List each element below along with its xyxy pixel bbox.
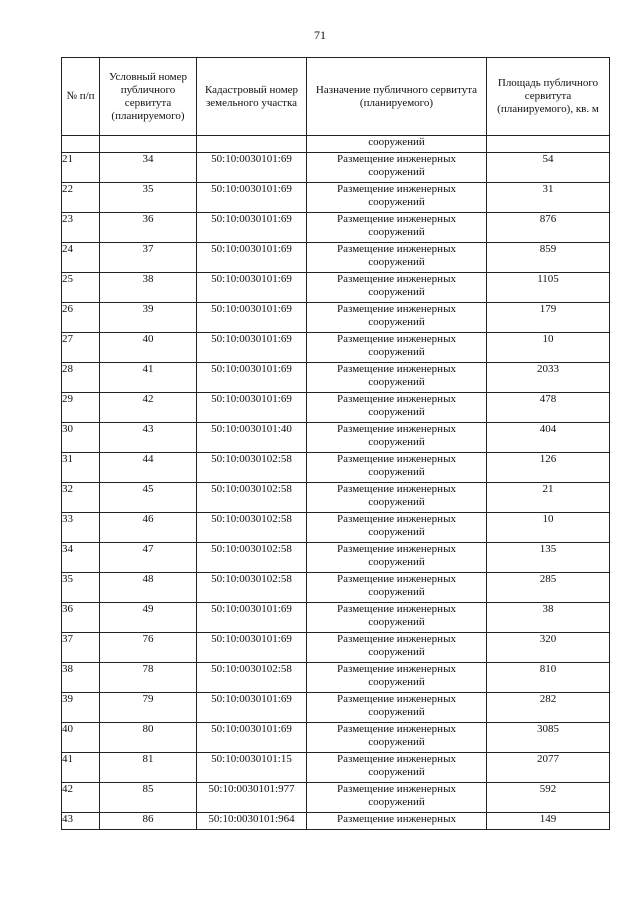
servitude-code: 40 xyxy=(100,333,197,363)
table-row xyxy=(62,303,610,333)
purpose-line-2: сооружений xyxy=(368,616,425,628)
purpose-cell xyxy=(307,393,487,423)
area-value: 10 xyxy=(487,513,610,543)
cadastral-number: 50:10:0030101:69 xyxy=(197,723,307,753)
table-row xyxy=(62,153,610,183)
purpose-cell xyxy=(307,603,487,633)
purpose-line-2: сооружений xyxy=(368,376,425,388)
table-row xyxy=(62,693,610,723)
purpose-cell xyxy=(307,723,487,753)
continuation-row xyxy=(62,136,610,153)
row-number: 27 xyxy=(62,333,100,363)
area-value: 320 xyxy=(487,633,610,663)
purpose-line-1: Размещение инженерных xyxy=(337,363,456,375)
purpose-line-1: Размещение инженерных xyxy=(307,813,487,830)
continuation-empty-cell xyxy=(197,136,307,153)
purpose-line-2: сооружений xyxy=(368,496,425,508)
purpose-line-1: Размещение инженерных xyxy=(337,393,456,405)
header-purpose: Назначение публичного сервитута (планируемого) xyxy=(307,58,487,136)
header-cadastral-number: Кадастровый номер земельного участка xyxy=(197,58,307,136)
purpose-line-1: Размещение инженерных xyxy=(337,783,456,795)
row-number: 26 xyxy=(62,303,100,333)
row-number: 37 xyxy=(62,633,100,663)
table-row xyxy=(62,783,610,813)
purpose-line-1: Размещение инженерных xyxy=(337,753,456,765)
table-row xyxy=(62,513,610,543)
purpose-line-2: сооружений xyxy=(368,736,425,748)
purpose-line-2: сооружений xyxy=(368,676,425,688)
continuation-purpose: сооружений xyxy=(307,136,487,153)
purpose-line-1: Размещение инженерных xyxy=(337,183,456,195)
purpose-line-1: Размещение инженерных xyxy=(337,423,456,435)
table-row xyxy=(62,333,610,363)
purpose-line-1: Размещение инженерных xyxy=(337,273,456,285)
purpose-line-2: сооружений xyxy=(368,436,425,448)
table-row xyxy=(62,663,610,693)
row-number: 35 xyxy=(62,573,100,603)
area-value: 126 xyxy=(487,453,610,483)
servitude-code: 81 xyxy=(100,753,197,783)
area-value: 54 xyxy=(487,153,610,183)
table-row xyxy=(62,603,610,633)
purpose-line-1: Размещение инженерных xyxy=(337,513,456,525)
cadastral-number: 50:10:0030101:69 xyxy=(197,693,307,723)
purpose-line-2: сооружений xyxy=(368,466,425,478)
row-number: 39 xyxy=(62,693,100,723)
area-value: 478 xyxy=(487,393,610,423)
cadastral-number: 50:10:0030101:964 xyxy=(197,813,307,830)
servitude-code: 45 xyxy=(100,483,197,513)
purpose-line-2: сооружений xyxy=(368,796,425,808)
area-value: 21 xyxy=(487,483,610,513)
area-value: 2033 xyxy=(487,363,610,393)
purpose-cell xyxy=(307,243,487,273)
table-header-row xyxy=(62,58,610,136)
servitude-code: 49 xyxy=(100,603,197,633)
purpose-cell xyxy=(307,483,487,513)
purpose-line-2: сооружений xyxy=(368,556,425,568)
table-row xyxy=(62,573,610,603)
row-number: 38 xyxy=(62,663,100,693)
row-number: 40 xyxy=(62,723,100,753)
purpose-line-1: Размещение инженерных xyxy=(337,543,456,555)
area-value: 859 xyxy=(487,243,610,273)
table-row xyxy=(62,213,610,243)
purpose-line-1: Размещение инженерных xyxy=(337,153,456,165)
servitude-code: 34 xyxy=(100,153,197,183)
servitude-code: 43 xyxy=(100,423,197,453)
purpose-cell xyxy=(307,183,487,213)
table-row xyxy=(62,363,610,393)
cadastral-number: 50:10:0030101:69 xyxy=(197,603,307,633)
purpose-line-2: сооружений xyxy=(368,706,425,718)
purpose-line-1: Размещение инженерных xyxy=(337,723,456,735)
cadastral-number: 50:10:0030101:69 xyxy=(197,303,307,333)
area-value: 1105 xyxy=(487,273,610,303)
purpose-cell xyxy=(307,513,487,543)
servitude-code: 79 xyxy=(100,693,197,723)
purpose-line-1: Размещение инженерных xyxy=(337,603,456,615)
purpose-line-2: сооружений xyxy=(368,526,425,538)
purpose-cell xyxy=(307,333,487,363)
table-row xyxy=(62,453,610,483)
cadastral-number: 50:10:0030101:69 xyxy=(197,213,307,243)
servitude-code: 78 xyxy=(100,663,197,693)
cadastral-number: 50:10:0030101:69 xyxy=(197,153,307,183)
purpose-cell xyxy=(307,363,487,393)
table-row xyxy=(62,723,610,753)
cadastral-number: 50:10:0030101:69 xyxy=(197,363,307,393)
cadastral-number: 50:10:0030102:58 xyxy=(197,483,307,513)
table-row xyxy=(62,273,610,303)
area-value: 149 xyxy=(487,813,610,830)
cadastral-number: 50:10:0030101:69 xyxy=(197,333,307,363)
cadastral-number: 50:10:0030101:69 xyxy=(197,183,307,213)
area-value: 810 xyxy=(487,663,610,693)
purpose-line-2: сооружений xyxy=(368,406,425,418)
row-number: 23 xyxy=(62,213,100,243)
area-value: 592 xyxy=(487,783,610,813)
table-row xyxy=(62,183,610,213)
cadastral-number: 50:10:0030102:58 xyxy=(197,453,307,483)
purpose-line-1: Размещение инженерных xyxy=(337,633,456,645)
servitude-code: 47 xyxy=(100,543,197,573)
purpose-cell xyxy=(307,693,487,723)
purpose-cell xyxy=(307,543,487,573)
area-value: 404 xyxy=(487,423,610,453)
purpose-line-2: сооружений xyxy=(368,316,425,328)
purpose-line-2: сооружений xyxy=(368,226,425,238)
table-row xyxy=(62,633,610,663)
purpose-cell xyxy=(307,153,487,183)
servitude-code: 38 xyxy=(100,273,197,303)
header-servitude-code: Условный номер публичного сервитута (планируемого) xyxy=(100,58,197,136)
cadastral-number: 50:10:0030101:69 xyxy=(197,243,307,273)
purpose-line-2: сооружений xyxy=(368,766,425,778)
purpose-line-1: Размещение инженерных xyxy=(337,693,456,705)
servitude-code: 41 xyxy=(100,363,197,393)
servitude-code: 35 xyxy=(100,183,197,213)
continuation-empty-cell xyxy=(62,136,100,153)
purpose-cell xyxy=(307,753,487,783)
row-number: 42 xyxy=(62,783,100,813)
servitude-code: 48 xyxy=(100,573,197,603)
servitude-code: 76 xyxy=(100,633,197,663)
table-row xyxy=(62,813,610,830)
area-value: 285 xyxy=(487,573,610,603)
purpose-line-1: Размещение инженерных xyxy=(337,213,456,225)
purpose-cell xyxy=(307,783,487,813)
cadastral-number: 50:10:0030101:69 xyxy=(197,273,307,303)
purpose-line-2: сооружений xyxy=(368,346,425,358)
servitude-code: 80 xyxy=(100,723,197,753)
row-number: 29 xyxy=(62,393,100,423)
purpose-line-1: Размещение инженерных xyxy=(337,453,456,465)
continuation-empty-cell xyxy=(487,136,610,153)
table-row xyxy=(62,243,610,273)
table-row xyxy=(62,423,610,453)
area-value: 3085 xyxy=(487,723,610,753)
purpose-line-1: Размещение инженерных xyxy=(337,333,456,345)
purpose-line-2: сооружений xyxy=(368,256,425,268)
servitude-code: 36 xyxy=(100,213,197,243)
row-number: 32 xyxy=(62,483,100,513)
cadastral-number: 50:10:0030101:40 xyxy=(197,423,307,453)
cadastral-number: 50:10:0030101:977 xyxy=(197,783,307,813)
row-number: 43 xyxy=(62,813,100,830)
purpose-line-2: сооружений xyxy=(368,646,425,658)
servitude-code: 46 xyxy=(100,513,197,543)
table-row xyxy=(62,393,610,423)
header-row-number: № п/п xyxy=(62,58,100,136)
continuation-empty-cell xyxy=(100,136,197,153)
area-value: 179 xyxy=(487,303,610,333)
servitude-code: 37 xyxy=(100,243,197,273)
row-number: 21 xyxy=(62,153,100,183)
area-value: 282 xyxy=(487,693,610,723)
row-number: 25 xyxy=(62,273,100,303)
servitude-code: 44 xyxy=(100,453,197,483)
header-area: Площадь публичного сервитута (планируемого), кв. м xyxy=(487,58,610,136)
area-value: 876 xyxy=(487,213,610,243)
purpose-line-1: Размещение инженерных xyxy=(337,243,456,255)
area-value: 10 xyxy=(487,333,610,363)
row-number: 22 xyxy=(62,183,100,213)
servitude-code: 39 xyxy=(100,303,197,333)
purpose-line-1: Размещение инженерных xyxy=(337,663,456,675)
row-number: 33 xyxy=(62,513,100,543)
row-number: 24 xyxy=(62,243,100,273)
purpose-line-2: сооружений xyxy=(368,196,425,208)
purpose-cell xyxy=(307,273,487,303)
purpose-cell xyxy=(307,453,487,483)
purpose-line-2: сооружений xyxy=(368,166,425,178)
area-value: 38 xyxy=(487,603,610,633)
area-value: 135 xyxy=(487,543,610,573)
purpose-line-1: Размещение инженерных xyxy=(337,483,456,495)
row-number: 31 xyxy=(62,453,100,483)
servitude-code: 86 xyxy=(100,813,197,830)
purpose-cell xyxy=(307,213,487,243)
purpose-cell xyxy=(307,633,487,663)
row-number: 41 xyxy=(62,753,100,783)
cadastral-number: 50:10:0030102:58 xyxy=(197,543,307,573)
cadastral-number: 50:10:0030102:58 xyxy=(197,513,307,543)
row-number: 34 xyxy=(62,543,100,573)
area-value: 2077 xyxy=(487,753,610,783)
purpose-line-1: Размещение инженерных xyxy=(337,303,456,315)
row-number: 36 xyxy=(62,603,100,633)
cadastral-number: 50:10:0030101:15 xyxy=(197,753,307,783)
row-number: 28 xyxy=(62,363,100,393)
servitude-code: 85 xyxy=(100,783,197,813)
purpose-cell xyxy=(307,423,487,453)
table-row xyxy=(62,483,610,513)
purpose-cell xyxy=(307,303,487,333)
purpose-cell xyxy=(307,663,487,693)
row-number: 30 xyxy=(62,423,100,453)
purpose-cell xyxy=(307,573,487,603)
table-row xyxy=(62,753,610,783)
page-number: 71 xyxy=(314,28,326,42)
cadastral-number: 50:10:0030101:69 xyxy=(197,393,307,423)
purpose-line-2: сооружений xyxy=(368,286,425,298)
table-row xyxy=(62,543,610,573)
cadastral-number: 50:10:0030102:58 xyxy=(197,573,307,603)
cadastral-number: 50:10:0030101:69 xyxy=(197,633,307,663)
servitude-table xyxy=(61,57,610,830)
area-value: 31 xyxy=(487,183,610,213)
purpose-line-1: Размещение инженерных xyxy=(337,573,456,585)
purpose-line-2: сооружений xyxy=(368,586,425,598)
cadastral-number: 50:10:0030102:58 xyxy=(197,663,307,693)
servitude-code: 42 xyxy=(100,393,197,423)
